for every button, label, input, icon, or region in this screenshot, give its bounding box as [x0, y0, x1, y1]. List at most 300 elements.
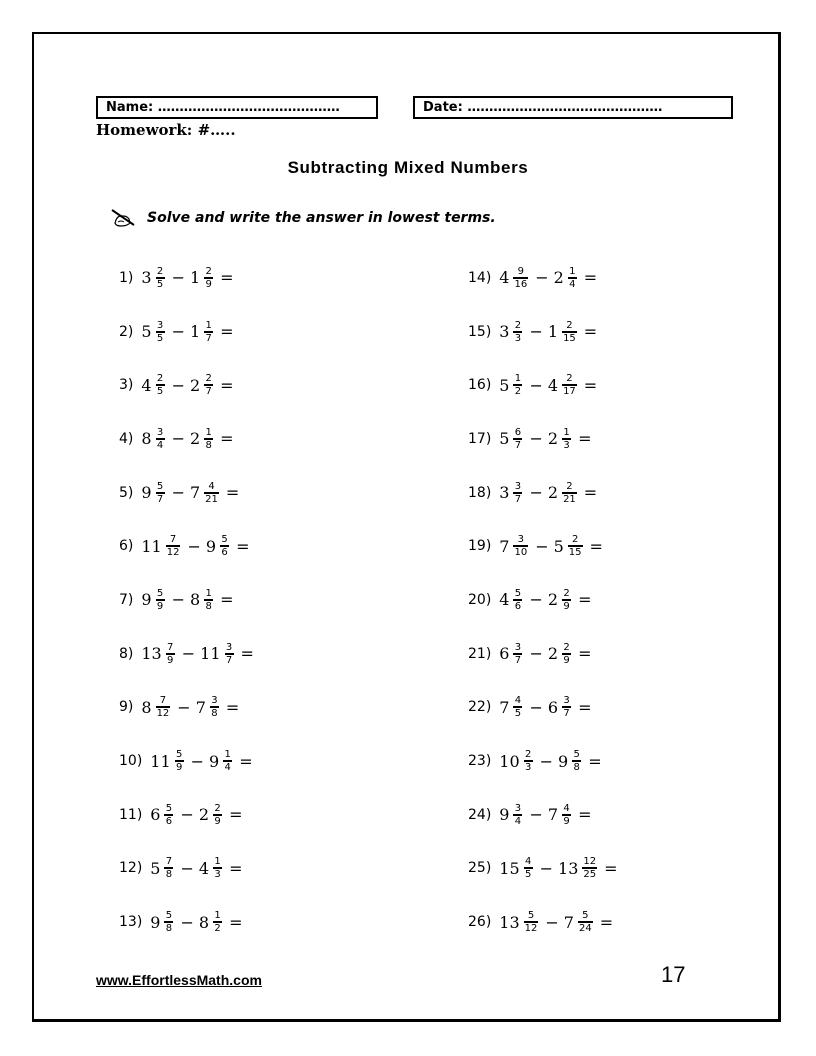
denominator: 16: [514, 278, 528, 290]
minuend-fraction: [524, 910, 539, 934]
minuend-whole: 7: [499, 536, 510, 556]
numerator: 2: [156, 373, 164, 385]
equals-sign: =: [589, 536, 603, 556]
problem-number: 10): [119, 753, 143, 770]
denominator: 9: [167, 654, 174, 666]
numerator: 3: [514, 480, 522, 492]
denominator: 15: [568, 547, 582, 559]
numerator: 5: [156, 480, 164, 492]
minuend-whole: 11: [141, 536, 162, 556]
problem-number: 2): [119, 323, 134, 340]
equals-sign: =: [229, 912, 243, 932]
denominator: 8: [165, 869, 173, 881]
problem-item: [119, 412, 259, 466]
minuend-whole: 3: [499, 483, 510, 503]
equals-sign: =: [229, 858, 243, 878]
minuend-fraction: [156, 481, 165, 505]
numerator: 7: [167, 641, 174, 653]
denominator: 9: [156, 600, 164, 612]
subtrahend-fraction: [204, 266, 213, 290]
numerator: 5: [175, 749, 183, 761]
minus-sign: −: [545, 912, 559, 932]
subtrahend-whole: 1: [189, 322, 201, 342]
minus-sign: −: [529, 483, 543, 503]
denominator: 8: [211, 708, 218, 720]
denominator: 6: [165, 815, 173, 827]
numerator: 2: [566, 373, 573, 385]
minuend-fraction: [513, 642, 522, 666]
minus-sign: −: [181, 644, 196, 664]
problem-number: 5): [119, 484, 134, 501]
equals-sign: =: [240, 644, 254, 664]
denominator: 2: [514, 386, 522, 398]
instruction-text: Solve and write the answer in lowest terms.: [147, 210, 496, 226]
minus-sign: −: [171, 590, 185, 610]
subtrahend-fraction: [578, 910, 593, 934]
equals-sign: =: [588, 751, 602, 771]
date-label: Date: ………………………………………: [423, 100, 663, 115]
denominator: 5: [156, 278, 164, 290]
subtrahend-whole: 2: [547, 483, 559, 503]
problem-number: 4): [119, 430, 134, 447]
problem-item: [468, 681, 623, 735]
subtrahend-fraction: [204, 320, 213, 344]
problem-number: 7): [119, 591, 134, 608]
equals-sign: =: [578, 590, 592, 610]
page-title: Subtracting Mixed Numbers: [287, 158, 529, 177]
equals-sign: =: [583, 322, 598, 342]
problem-number: 1): [119, 269, 134, 286]
problem-item: [468, 895, 623, 949]
problem-item: [468, 412, 623, 466]
problem-item: [119, 519, 259, 573]
subtrahend-fraction: [562, 695, 571, 719]
denominator: 7: [225, 654, 233, 666]
denominator: 10: [514, 547, 528, 559]
subtrahend-whole: 7: [563, 912, 574, 932]
denominator: 3: [214, 869, 221, 881]
denominator: 7: [205, 386, 212, 398]
denominator: 9: [563, 600, 570, 612]
subtrahend-whole: 2: [198, 805, 210, 825]
numerator: 3: [225, 641, 233, 653]
denominator: 3: [514, 332, 522, 344]
minuend-fraction: [164, 856, 173, 880]
minus-sign: −: [190, 751, 205, 771]
subtrahend-whole: 8: [189, 590, 201, 610]
minus-sign: −: [171, 322, 185, 342]
subtrahend-whole: 9: [558, 751, 569, 771]
numerator: 1: [205, 587, 212, 599]
denominator: 6: [221, 547, 228, 559]
minuend-whole: 5: [150, 858, 161, 878]
denominator: 9: [175, 762, 183, 774]
subtrahend-fraction: [220, 534, 229, 558]
numerator: 5: [582, 910, 589, 922]
minus-sign: −: [529, 590, 543, 610]
problem-item: [119, 734, 259, 788]
numerator: 5: [165, 910, 173, 922]
problem-item: [119, 251, 259, 305]
numerator: 7: [165, 856, 173, 868]
subtrahend-whole: 4: [198, 858, 210, 878]
denominator: 4: [156, 439, 164, 451]
problem-number: 24): [468, 806, 492, 823]
equals-sign: =: [599, 912, 614, 932]
name-label: Name: ……………………………………: [106, 100, 340, 115]
numerator: 3: [517, 534, 525, 546]
minuend-fraction: [513, 427, 522, 451]
minuend-whole: 6: [150, 805, 161, 825]
name-field[interactable]: [96, 96, 378, 119]
equals-sign: =: [220, 322, 234, 342]
subtrahend-whole: 13: [558, 858, 579, 878]
numerator: 3: [514, 641, 522, 653]
problem-item: [119, 305, 259, 359]
problem-number: 26): [468, 914, 492, 931]
numerator: 3: [514, 802, 522, 814]
minus-sign: −: [171, 268, 185, 288]
equals-sign: =: [220, 429, 234, 449]
numerator: 3: [156, 426, 164, 438]
equals-sign: =: [578, 429, 592, 449]
minuend-whole: 8: [141, 429, 152, 449]
minus-sign: −: [180, 912, 194, 932]
problem-item: [119, 788, 259, 842]
problem-number: 12): [119, 860, 143, 877]
numerator: 12: [583, 856, 597, 868]
numerator: 2: [563, 641, 570, 653]
minuend-whole: 7: [499, 697, 510, 717]
problem-item: [119, 358, 259, 412]
minuend-fraction: [513, 695, 522, 719]
subtrahend-fraction: [562, 320, 577, 344]
subtrahend-fraction: [213, 856, 222, 880]
minuend-fraction: [513, 266, 528, 290]
subtrahend-fraction: [225, 642, 234, 666]
subtrahend-whole: 6: [547, 697, 559, 717]
problem-item: [119, 573, 259, 627]
minuend-whole: 3: [499, 322, 510, 342]
problem-item: [468, 466, 623, 520]
denominator: 9: [205, 278, 212, 290]
equals-sign: =: [583, 483, 598, 503]
minuend-whole: 9: [141, 483, 152, 503]
equals-sign: =: [220, 268, 234, 288]
problem-number: 22): [468, 699, 492, 716]
problem-item: [468, 519, 623, 573]
denominator: 9: [214, 815, 221, 827]
minuend-fraction: [524, 856, 533, 880]
minus-sign: −: [529, 644, 543, 664]
numerator: 1: [224, 749, 231, 761]
denominator: 12: [524, 923, 538, 935]
numerator: 3: [156, 319, 164, 331]
numerator: 4: [208, 480, 215, 492]
minuend-whole: 13: [499, 912, 520, 932]
subtrahend-fraction: [562, 642, 571, 666]
numerator: 2: [524, 749, 532, 761]
equals-sign: =: [220, 590, 234, 610]
minuend-fraction: [156, 373, 165, 397]
minus-sign: −: [187, 536, 201, 556]
subtrahend-whole: 7: [195, 697, 206, 717]
subtrahend-whole: 2: [553, 268, 564, 288]
minuend-whole: 9: [499, 805, 510, 825]
minuend-whole: 4: [141, 375, 152, 395]
problem-number: 14): [468, 269, 492, 286]
date-field[interactable]: [413, 96, 733, 119]
denominator: 9: [563, 815, 570, 827]
minuend-whole: 9: [141, 590, 152, 610]
subtrahend-fraction: [562, 481, 577, 505]
minuend-fraction: [513, 588, 522, 612]
problem-item: [468, 788, 623, 842]
denominator: 8: [573, 762, 580, 774]
equals-sign: =: [578, 644, 592, 664]
denominator: 7: [514, 654, 522, 666]
numerator: 1: [205, 426, 212, 438]
denominator: 25: [583, 869, 597, 881]
problem-number: 17): [468, 430, 492, 447]
website-link[interactable]: www.EffortlessMath.com: [96, 972, 262, 988]
minus-sign: −: [539, 751, 554, 771]
minus-sign: −: [529, 697, 543, 717]
minuend-whole: 6: [499, 644, 510, 664]
subtrahend-fraction: [204, 481, 219, 505]
minuend-fraction: [164, 910, 173, 934]
problem-item: [119, 627, 259, 681]
problem-number: 3): [119, 377, 134, 394]
problem-item: [468, 358, 623, 412]
minuend-fraction: [156, 695, 171, 719]
problem-number: 25): [468, 860, 492, 877]
numerator: 5: [156, 587, 164, 599]
denominator: 5: [524, 869, 532, 881]
equals-sign: =: [583, 375, 598, 395]
problem-item: [119, 842, 259, 896]
problem-number: 18): [468, 484, 492, 501]
numerator: 5: [165, 802, 173, 814]
problem-item: [119, 681, 259, 735]
minuend-fraction: [164, 803, 173, 827]
problem-item: [468, 734, 623, 788]
subtrahend-fraction: [204, 427, 213, 451]
subtrahend-fraction: [568, 534, 583, 558]
minuend-whole: 3: [141, 268, 152, 288]
minuend-fraction: [513, 373, 522, 397]
subtrahend-fraction: [582, 856, 597, 880]
problem-number: 23): [468, 753, 492, 770]
equals-sign: =: [225, 483, 240, 503]
problem-number: 11): [119, 806, 143, 823]
denominator: 4: [569, 278, 576, 290]
problem-number: 20): [468, 591, 492, 608]
problem-number: 6): [119, 538, 134, 555]
subtrahend-whole: 2: [547, 644, 559, 664]
subtrahend-fraction: [210, 695, 219, 719]
minus-sign: −: [180, 858, 194, 878]
subtrahend-whole: 7: [547, 805, 559, 825]
subtrahend-whole: 8: [198, 912, 210, 932]
denominator: 4: [514, 815, 522, 827]
minus-sign: −: [177, 697, 191, 717]
problem-number: 16): [468, 377, 492, 394]
equals-sign: =: [239, 751, 253, 771]
problem-number: 9): [119, 699, 134, 716]
minuend-whole: 9: [150, 912, 161, 932]
problem-item: [119, 895, 259, 949]
numerator: 6: [514, 426, 522, 438]
equals-sign: =: [583, 268, 598, 288]
numerator: 7: [159, 695, 167, 707]
subtrahend-whole: 2: [547, 429, 559, 449]
minuend-whole: 5: [141, 322, 152, 342]
numerator: 5: [527, 910, 535, 922]
subtrahend-fraction: [223, 749, 232, 773]
minus-sign: −: [180, 805, 194, 825]
subtrahend-fraction: [572, 749, 581, 773]
minus-sign: −: [171, 483, 185, 503]
minus-sign: −: [529, 375, 543, 395]
denominator: 15: [563, 332, 576, 344]
denominator: 5: [156, 386, 164, 398]
denominator: 21: [563, 493, 576, 505]
page-number: 17: [661, 962, 686, 987]
writing-hand-icon: [110, 208, 138, 228]
denominator: 2: [214, 923, 221, 935]
subtrahend-fraction: [562, 427, 571, 451]
minus-sign: −: [529, 805, 543, 825]
denominator: 7: [514, 439, 522, 451]
numerator: 4: [524, 856, 532, 868]
minuend-fraction: [513, 803, 522, 827]
equals-sign: =: [225, 697, 240, 717]
numerator: 4: [563, 802, 570, 814]
denominator: 5: [156, 332, 164, 344]
equals-sign: =: [220, 375, 234, 395]
subtrahend-whole: 7: [189, 483, 201, 503]
denominator: 7: [156, 493, 164, 505]
numerator: 1: [563, 426, 570, 438]
minuend-fraction: [524, 749, 533, 773]
minus-sign: −: [539, 858, 554, 878]
numerator: 4: [514, 695, 522, 707]
denominator: 8: [205, 600, 212, 612]
denominator: 5: [514, 708, 522, 720]
numerator: 2: [571, 534, 579, 546]
denominator: 7: [514, 493, 522, 505]
denominator: 12: [156, 708, 170, 720]
subtrahend-fraction: [562, 373, 577, 397]
numerator: 2: [214, 802, 221, 814]
problem-item: [468, 627, 623, 681]
numerator: 2: [566, 319, 573, 331]
minuend-whole: 8: [141, 697, 152, 717]
subtrahend-whole: 11: [200, 644, 221, 664]
minuend-fraction: [156, 427, 165, 451]
denominator: 3: [563, 439, 570, 451]
numerator: 5: [514, 587, 522, 599]
numerator: 2: [563, 587, 570, 599]
equals-sign: =: [604, 858, 618, 878]
problem-item: [468, 305, 623, 359]
minuend-whole: 10: [499, 751, 520, 771]
minus-sign: −: [535, 268, 549, 288]
minuend-fraction: [513, 320, 522, 344]
denominator: 7: [563, 708, 570, 720]
numerator: 1: [214, 910, 221, 922]
subtrahend-whole: 9: [205, 536, 217, 556]
subtrahend-fraction: [562, 803, 571, 827]
denominator: 6: [514, 600, 522, 612]
denominator: 17: [563, 386, 576, 398]
denominator: 3: [524, 762, 532, 774]
instruction: [110, 208, 496, 228]
minuend-whole: 11: [150, 751, 171, 771]
minuend-fraction: [513, 534, 528, 558]
problems-right-column: [468, 251, 623, 949]
minuend-whole: 4: [499, 590, 510, 610]
subtrahend-whole: 4: [547, 375, 559, 395]
numerator: 5: [221, 534, 228, 546]
numerator: 2: [205, 265, 212, 277]
minuend-fraction: [175, 749, 184, 773]
numerator: 1: [205, 319, 212, 331]
denominator: 12: [166, 547, 180, 559]
problem-item: [468, 251, 623, 305]
subtrahend-fraction: [204, 588, 213, 612]
subtrahend-whole: 2: [189, 375, 201, 395]
subtrahend-whole: 9: [209, 751, 220, 771]
minuend-whole: 4: [499, 268, 510, 288]
problem-item: [468, 573, 623, 627]
numerator: 1: [514, 373, 522, 385]
equals-sign: =: [229, 805, 243, 825]
minuend-fraction: [156, 266, 165, 290]
minuend-whole: 5: [499, 429, 510, 449]
denominator: 9: [563, 654, 570, 666]
minuend-whole: 5: [499, 375, 510, 395]
minuend-fraction: [513, 481, 522, 505]
subtrahend-fraction: [562, 588, 571, 612]
denominator: 21: [205, 493, 218, 505]
subtrahend-whole: 5: [553, 536, 564, 556]
problem-number: 8): [119, 645, 134, 662]
minus-sign: −: [529, 322, 543, 342]
numerator: 2: [514, 319, 522, 331]
equals-sign: =: [578, 805, 592, 825]
problem-number: 21): [468, 645, 492, 662]
subtrahend-fraction: [204, 373, 213, 397]
subtrahend-whole: 1: [189, 268, 201, 288]
numerator: 3: [211, 695, 218, 707]
numerator: 1: [569, 265, 576, 277]
minus-sign: −: [529, 429, 543, 449]
minuend-whole: 13: [141, 644, 162, 664]
homework-label: Homework: #…..: [96, 121, 236, 139]
problem-number: 19): [468, 538, 492, 555]
minuend-whole: 15: [499, 858, 520, 878]
denominator: 8: [165, 923, 173, 935]
equals-sign: =: [236, 536, 250, 556]
subtrahend-whole: 2: [189, 429, 201, 449]
minuend-fraction: [166, 642, 175, 666]
numerator: 2: [566, 480, 573, 492]
denominator: 4: [224, 762, 231, 774]
numerator: 1: [214, 856, 221, 868]
subtrahend-whole: 1: [547, 322, 559, 342]
